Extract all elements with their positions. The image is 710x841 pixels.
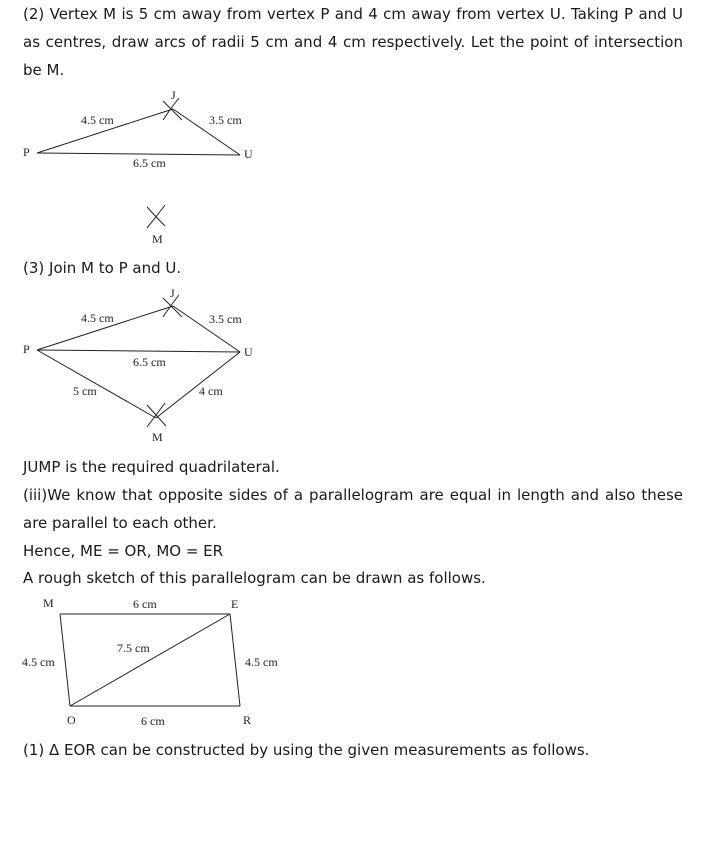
measure-pu: 6.5 cm (133, 355, 166, 369)
figure-3-parallelogram (0, 590, 710, 735)
label-u: U (244, 147, 253, 161)
label-j: J (170, 286, 175, 300)
measure-pj: 4.5 cm (81, 311, 114, 325)
step2-paragraph: (2) Vertex M is 5 cm away from vertex P and 4 cm away from vertex U. Taking P and U as centres, draw arcs of radii 5 cm and 4 cm respectively. Let the point of intersection be M. (23, 5, 683, 79)
arc-m-2 (147, 205, 165, 228)
figure-2-construction (0, 280, 710, 450)
hence-line: Hence, ME = OR, MO = ER (23, 542, 224, 560)
label-r: R (243, 713, 252, 727)
diagonal-oe (70, 614, 230, 706)
measure-or: 6 cm (141, 714, 165, 728)
label-p: P (23, 342, 30, 356)
arc-j-1 (163, 298, 182, 317)
arc-j-1 (163, 101, 182, 120)
side-mo (60, 614, 70, 706)
side-pu (37, 153, 240, 155)
label-o: O (67, 713, 76, 727)
figure-1-construction (0, 80, 710, 250)
measure-pj: 4.5 cm (81, 113, 114, 127)
side-um (156, 352, 240, 418)
step1-line: (1) Δ EOR can be constructed by using the given measurements as follows. (23, 741, 590, 759)
measure-pu: 6.5 cm (133, 156, 166, 170)
side-er (230, 614, 240, 706)
label-j: J (171, 88, 176, 102)
measure-me: 6 cm (133, 597, 157, 611)
part3-paragraph: (iii)We know that opposite sides of a parallelogram are equal in length and also these are parallel to each other. (23, 486, 683, 532)
side-pu (37, 350, 240, 352)
measure-ju: 3.5 cm (209, 113, 242, 127)
measure-um: 4 cm (199, 384, 223, 398)
label-m: M (152, 232, 163, 246)
measure-mo: 4.5 cm (22, 655, 55, 669)
label-m: M (152, 430, 163, 444)
sketch-line: A rough sketch of this parallelogram can be drawn as follows. (23, 569, 486, 587)
measure-er: 4.5 cm (245, 655, 278, 669)
step3-line: (3) Join M to P and U. (23, 259, 182, 277)
label-e: E (231, 597, 239, 611)
label-u: U (244, 345, 253, 359)
label-p: P (23, 145, 30, 159)
label-m: M (43, 596, 54, 610)
arc-m-2 (147, 403, 165, 427)
measure-oe: 7.5 cm (117, 641, 150, 655)
measure-ju: 3.5 cm (209, 312, 242, 326)
measure-pm: 5 cm (73, 384, 97, 398)
result-line: JUMP is the required quadrilateral. (23, 458, 280, 476)
